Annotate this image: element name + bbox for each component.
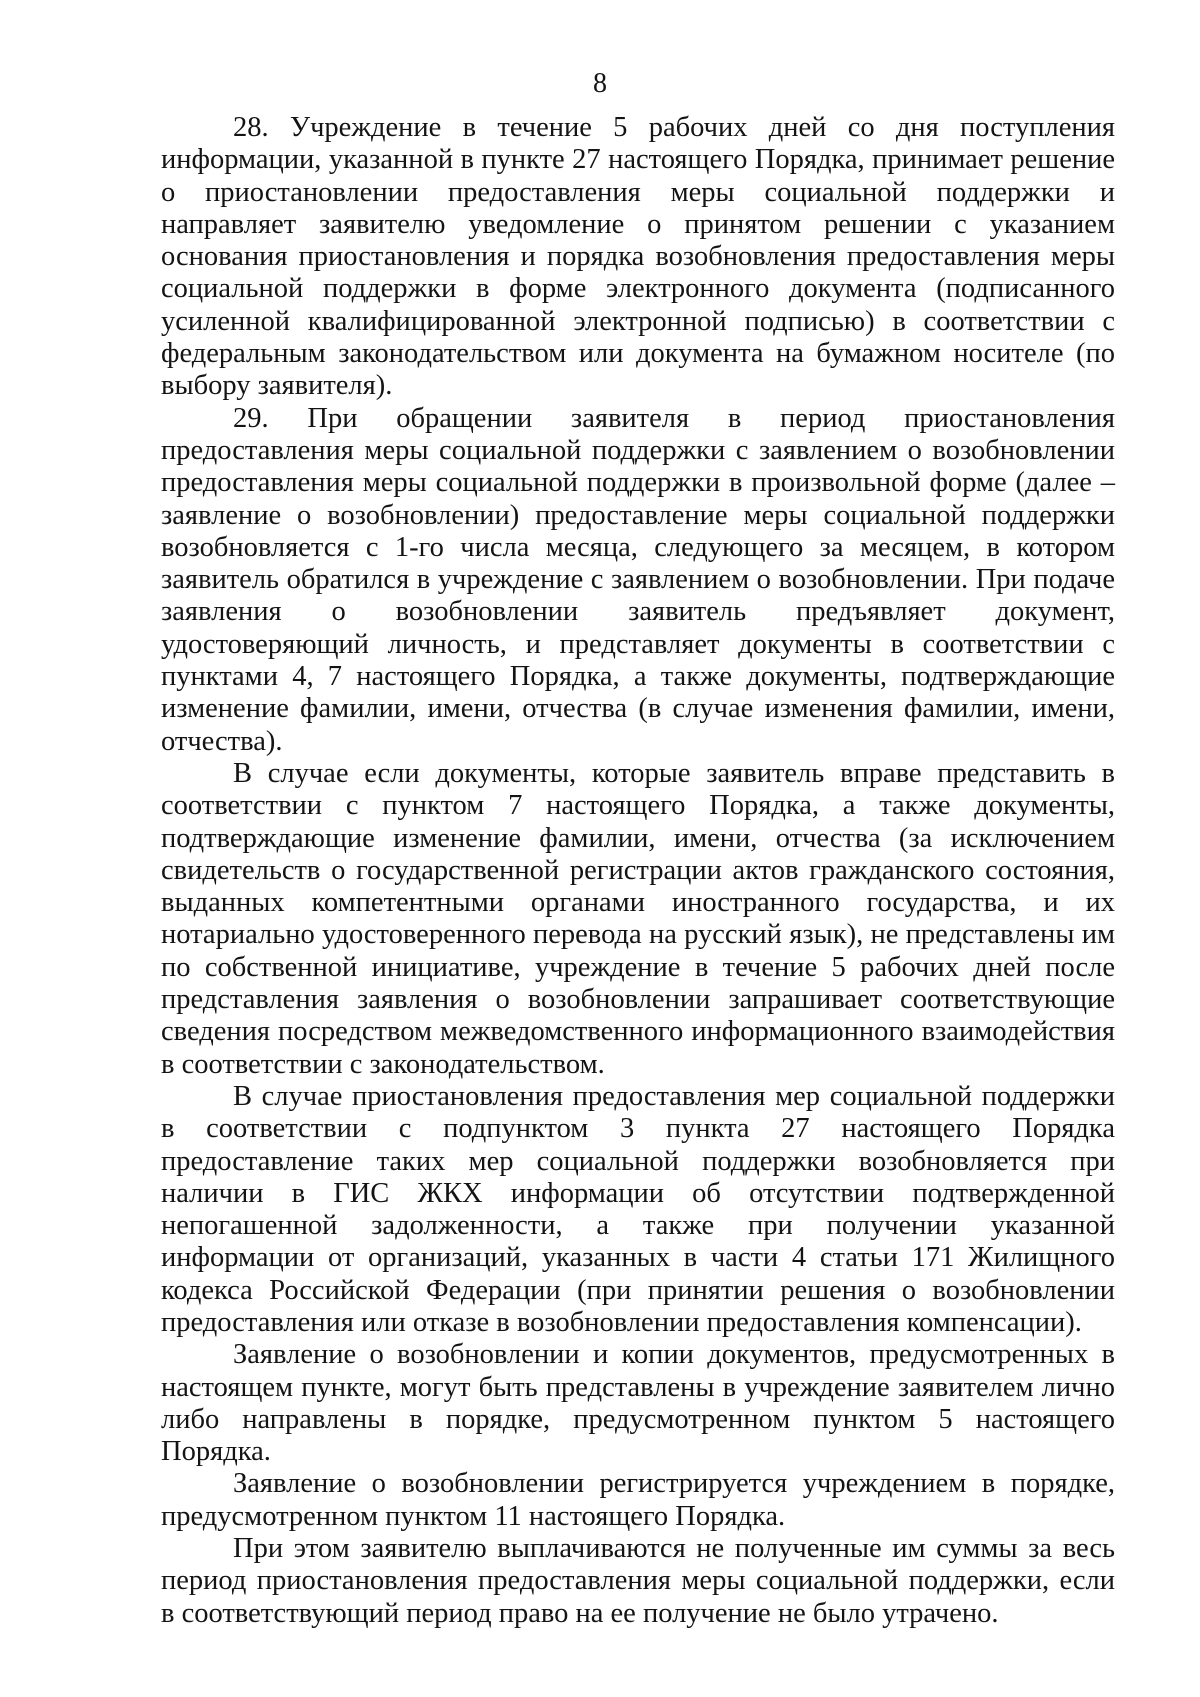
paragraph-29-payment: При этом заявителю выплачиваются не полученные им суммы за весь период приостановления предоставления меры социальной поддержки, если в соответствующий период право на ее получение не было утрачено. (161, 1533, 1115, 1629)
document-body (161, 112, 1115, 1630)
paragraph-29: 29. При обращении заявителя в период приостановления предоставления меры социальной поддержки с заявлением о возобновлении предоставления меры социальной поддержки в произвольной форме (далее – заявление о возобновлении) предоставление меры социальной поддержки возобновляется с 1-го числа месяца, следующего за месяцем, в котором заявитель обратился в учреждение с заявлением о возобновлении. При подаче заявления о возобновлении заявитель предъявляет документ, удостоверяющий личность, и представляет документы в соответствии с пунктами 4, 7 настоящего Порядка, а также документы, подтверждающие изменение фамилии, имени, отчества (в случае изменения фамилии, имени, отчества). (161, 402, 1115, 757)
paragraph-29-submission: Заявление о возобновлении и копии документов, предусмотренных в настоящем пункте, могут быть представлены в учреждение заявителем лично либо направлены в порядке, предусмотренном пунктом 5 настоящего Порядка. (161, 1339, 1115, 1468)
paragraph-29-documents: В случае если документы, которые заявитель вправе представить в соответствии с пунктом 7 настоящего Порядка, а также документы, подтверждающие изменение фамилии, имени, отчества (за исключением свидетельств о государственной регистрации актов гражданского состояния, выданных компетентными органами иностранного государства, и их нотариально удостоверенного перевода на русский язык), не представлены им по собственной инициативе, учреждение в течение 5 рабочих дней после представления заявления о возобновлении запрашивает соответствующие сведения посредством межведомственного информационного взаимодействия в соответствии с законодательством. (161, 757, 1115, 1080)
paragraph-28: 28. Учреждение в течение 5 рабочих дней со дня поступления информации, указанной в пункте 27 настоящего Порядка, принимает решение о приостановлении предоставления меры социальной поддержки и направляет заявителю уведомление о принятом решении с указанием основания приостановления и порядка возобновления предоставления меры социальной поддержки в форме электронного документа (подписанного усиленной квалифицированной электронной подписью) в соответствии с федеральным законодательством или документа на бумажном носителе (по выбору заявителя). (161, 112, 1115, 402)
paragraph-29-registration: Заявление о возобновлении регистрируется учреждением в порядке, предусмотренном пунктом 11 настоящего Порядка. (161, 1468, 1115, 1532)
paragraph-29-suspension-case: В случае приостановления предоставления мер социальной поддержки в соответствии с подпунктом 3 пункта 27 настоящего Порядка предоставление таких мер социальной поддержки возобновляется при наличии в ГИС ЖКХ информации об отсутствии подтвержденной непогашенной задолженности, а также при получении указанной информации от организаций, указанных в части 4 статьи 171 Жилищного кодекса Российской Федерации (при принятии решения о возобновлении предоставления или отказе в возобновлении предоставления компенсации). (161, 1080, 1115, 1338)
page-number: 8 (593, 68, 607, 99)
